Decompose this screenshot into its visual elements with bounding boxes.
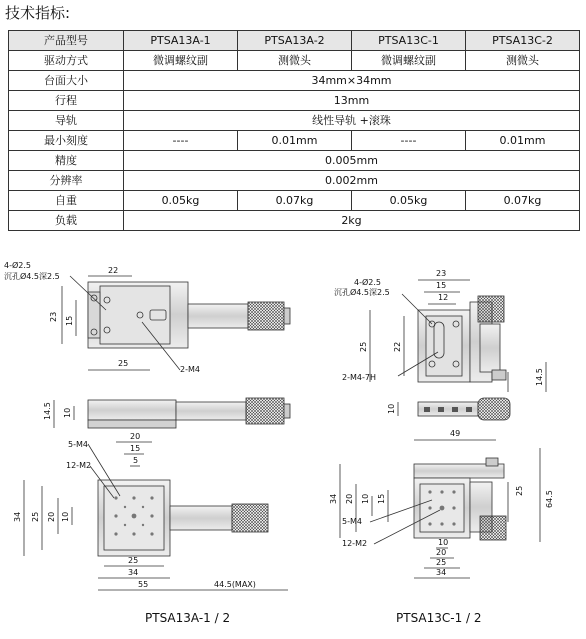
table-row xyxy=(9,171,580,191)
table-cell: 微调螺纹副 xyxy=(352,51,466,71)
table-cell: 测微头 xyxy=(466,51,580,71)
table-cell: 0.07kg xyxy=(238,191,352,211)
hole-label: 4-Ø2.5 xyxy=(4,261,31,270)
dim-text: 20 xyxy=(47,511,56,522)
dim-text: 15 xyxy=(65,315,74,326)
dim-text: 23 xyxy=(436,269,447,278)
dim-text: 10 xyxy=(361,493,370,504)
hole-label: 4-Ø2.5 xyxy=(354,278,381,287)
dim-text: 10 xyxy=(63,407,72,418)
table-row xyxy=(9,191,580,211)
dim-text: 25 xyxy=(118,359,129,368)
table-row xyxy=(9,131,580,151)
drawing-right xyxy=(329,269,554,578)
dim-text: 55 xyxy=(138,580,149,589)
table-cell: 2kg xyxy=(124,211,580,231)
table-cell: ---- xyxy=(352,131,466,151)
dim-text: 15 xyxy=(436,281,447,290)
dim-text: 14.5 xyxy=(535,368,544,386)
caption-right: PTSA13C-1 / 2 xyxy=(396,611,482,625)
thread-label: 2-M4-7H xyxy=(342,373,376,382)
dim-text: 34 xyxy=(436,568,447,577)
row-label: 分辨率 xyxy=(9,171,124,191)
side-view-body xyxy=(88,400,176,420)
dim-text: 25 xyxy=(436,558,447,567)
dim-text: 12 xyxy=(438,293,449,302)
table-cell: 0.01mm xyxy=(238,131,352,151)
dim-text: 15 xyxy=(130,444,141,453)
drawing-left xyxy=(4,260,290,590)
dim-text: 10 xyxy=(61,511,70,522)
table-row xyxy=(9,211,580,231)
header-cell: PTSA13A-2 xyxy=(238,31,352,51)
dim-text: 5 xyxy=(133,456,139,465)
dim-text: 25 xyxy=(515,485,524,496)
micrometer-knob xyxy=(478,296,504,322)
table-cell: 13mm xyxy=(124,91,580,111)
table-row xyxy=(9,51,580,71)
row-label: 台面大小 xyxy=(9,71,124,91)
header-cell: PTSA13C-2 xyxy=(466,31,580,51)
thread-label-12: 12-M2 xyxy=(342,539,368,548)
row-label: 自重 xyxy=(9,191,124,211)
table-cell: 线性导轨 +滚珠 xyxy=(124,111,580,131)
table-cell: 0.005mm xyxy=(124,151,580,171)
dim-text: 15 xyxy=(377,493,386,504)
dim-text: 25 xyxy=(128,556,139,565)
row-label: 行程 xyxy=(9,91,124,111)
header-cell: PTSA13C-1 xyxy=(352,31,466,51)
counterbore-label: 沉孔Ø4.5深2.5 xyxy=(334,288,390,297)
micrometer-knob xyxy=(248,302,284,330)
row-label: 精度 xyxy=(9,151,124,171)
row-label: 负载 xyxy=(9,211,124,231)
dim-text: 25 xyxy=(359,341,368,352)
dim-text: 22 xyxy=(393,341,402,352)
row-label: 驱动方式 xyxy=(9,51,124,71)
table-row xyxy=(9,111,580,131)
dim-text: 22 xyxy=(108,266,119,275)
table-cell: 微调螺纹副 xyxy=(124,51,238,71)
table-header-row xyxy=(9,31,580,51)
dim-text: 10 xyxy=(387,403,396,414)
dim-text: 34 xyxy=(13,511,22,522)
dim-text: 14.5 xyxy=(43,402,52,420)
table-cell: 测微头 xyxy=(238,51,352,71)
counterbore-label: 沉孔Ø4.5深2.5 xyxy=(4,272,60,281)
table-row xyxy=(9,91,580,111)
table-cell: 0.05kg xyxy=(352,191,466,211)
table-cell: ---- xyxy=(124,131,238,151)
dim-text: 49 xyxy=(450,429,461,438)
table-cell: 0.002mm xyxy=(124,171,580,191)
micrometer-sleeve xyxy=(188,304,248,328)
dim-text: 23 xyxy=(49,311,58,322)
dim-text: 34 xyxy=(128,568,139,577)
table-cell: 0.07kg xyxy=(466,191,580,211)
caption-left: PTSA13A-1 / 2 xyxy=(145,611,231,625)
table-cell: 0.01mm xyxy=(466,131,580,151)
thread-label: 2-M4 xyxy=(180,365,200,374)
table-row xyxy=(9,151,580,171)
spec-table xyxy=(8,30,580,231)
thread-label-12: 12-M2 xyxy=(66,461,92,470)
section-heading: 技术指标: xyxy=(5,4,71,22)
dim-text: 10 xyxy=(438,538,449,547)
table-row xyxy=(9,71,580,91)
dim-text: 20 xyxy=(345,493,354,504)
row-label: 最小刻度 xyxy=(9,131,124,151)
table-cell: 34mm×34mm xyxy=(124,71,580,91)
dim-text: 25 xyxy=(31,511,40,522)
dim-text: 20 xyxy=(436,548,447,557)
dim-text: 34 xyxy=(329,493,338,504)
technical-drawings xyxy=(0,252,586,639)
dim-text: 20 xyxy=(130,432,141,441)
thread-label-5: 5-M4 xyxy=(68,440,88,449)
row-label: 导轨 xyxy=(9,111,124,131)
dim-text: 64.5 xyxy=(545,490,554,508)
dim-text: 44.5(MAX) xyxy=(214,580,256,589)
header-cell: 产品型号 xyxy=(9,31,124,51)
table-cell: 0.05kg xyxy=(124,191,238,211)
thread-label-5: 5-M4 xyxy=(342,517,362,526)
header-cell: PTSA13A-1 xyxy=(124,31,238,51)
